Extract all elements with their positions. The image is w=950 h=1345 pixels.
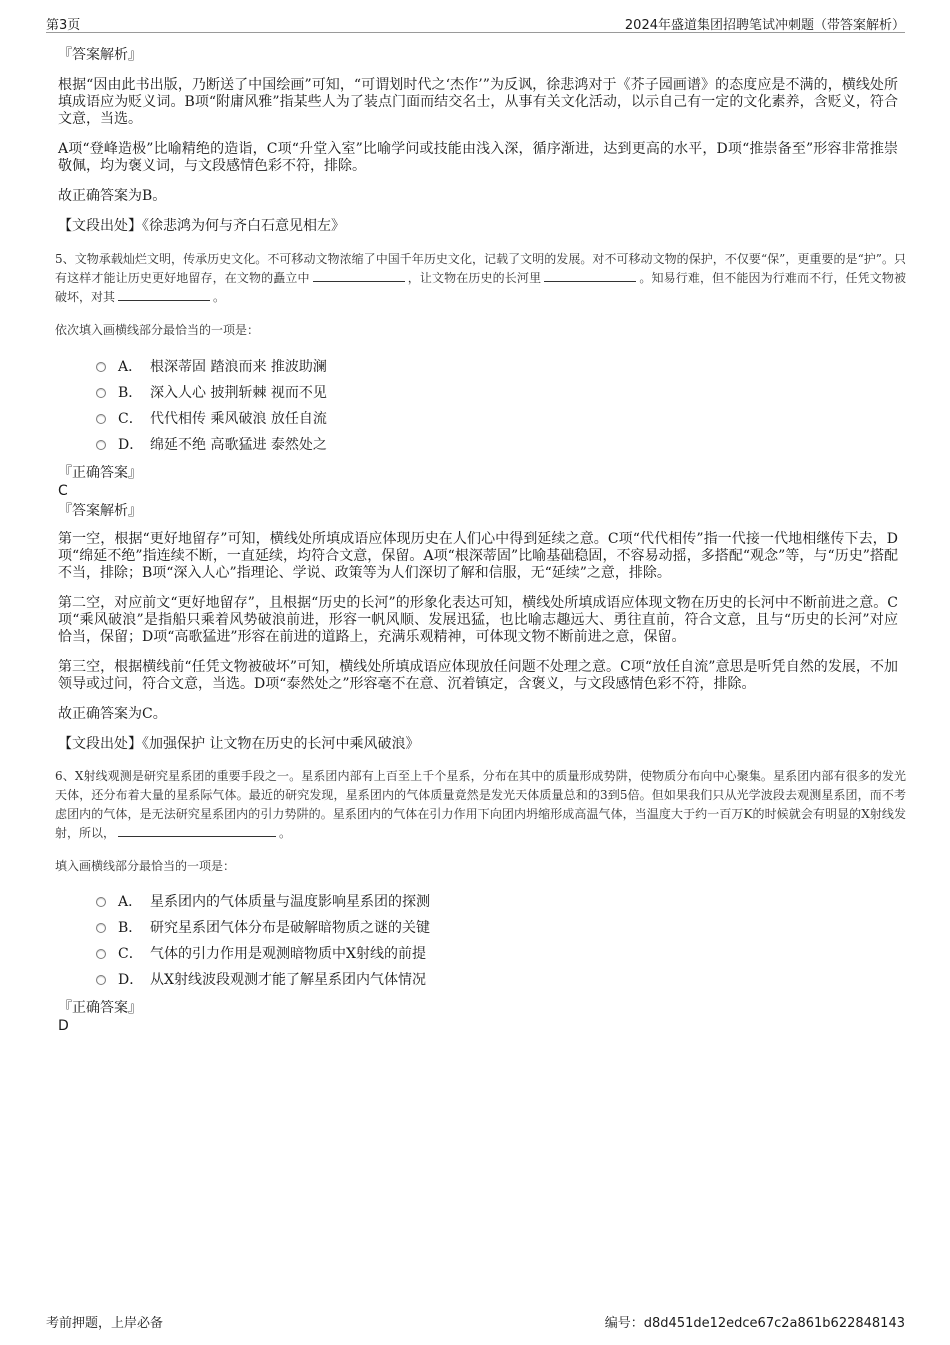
page-header [46, 14, 905, 33]
fill-blank [313, 269, 405, 282]
question-5-options [96, 354, 898, 458]
fill-blank [544, 269, 636, 282]
question-6-options [96, 889, 898, 993]
analysis-paragraph: 第一空，根据“更好地留存”可知，横线处所填成语应体现历史在人们心中得到延续之意。C项“代代相传”指一代接一代地相继传下去，D项“绵延不绝”指连续不断，一直延续，均符合文意，保留。A项“根深蒂固”比喻基础稳固，不容易动摇，多搭配“观念”等，与“历史”搭配不当，排除；B项“深入人心”指理论、学说、政策等为人们深切了解和信服，无“延续”之意，排除。 [58, 531, 898, 581]
correct-answer: C [58, 483, 68, 499]
option-b[interactable]: B． 研究星系团气体分布是破解暗物质之谜的关键 [96, 915, 898, 941]
analysis-paragraph: 根据“因由此书出版，乃断送了中国绘画”可知，“可谓划时代之‘杰作’”为反讽，徐悲鸿对于《芥子园画谱》的态度应是不满的，横线处所填成语应为贬义词。B项“附庸风雅”指某些人为了装点门面而结交名士，从事有关文化活动，以示自己有一定的文化素养，含贬义，符合文意，当选。 [58, 77, 898, 127]
analysis-label: 『答案解析』 [58, 47, 142, 63]
analysis-paragraph: A项“登峰造极”比喻精绝的造诣，C项“升堂入室”比喻学问或技能由浅入深，循序渐进，达到更高的水平，D项“推崇备至”形容非常推崇敬佩，均为褒义词，与文段感情色彩不符，排除。 [58, 141, 898, 174]
page-number: 第3页 [46, 18, 81, 33]
radio-icon[interactable] [96, 362, 106, 372]
question-5-lead: 依次填入画横线部分最恰当的一项是： [55, 323, 260, 337]
document-code: 编号：d8d451de12edce67c2a861b622848143 [604, 1316, 905, 1331]
option-a[interactable]: A． 星系团内的气体质量与温度影响星系团的探测 [96, 889, 898, 915]
footer-slogan: 考前押题，上岸必备 [46, 1316, 164, 1331]
radio-icon[interactable] [96, 414, 106, 424]
question-6-text: 6、X射线观测是研究星系团的重要手段之一。星系团内部有上百至上千个星系，分布在其中的质量形成势阱，使物质分布向中心聚集。星系团内部有很多的发光天体，还分布着大量的星系际气体。最近的研究发现，星系团内的气体质量竟然是发光天体质量总和的3到5倍。但如果我们只从光学波段去观测星系团，而不考虑团内的气体，是无法研究星系团内的引力势阱的。星系团内的气体在引力作用下向团内坍缩形成高温气体，当温度大于约一百万K的时候就会有明显的X射线发射，所以， 。 [55, 769, 906, 840]
radio-icon[interactable] [96, 388, 106, 398]
radio-icon[interactable] [96, 897, 106, 907]
question-6-lead: 填入画横线部分最恰当的一项是： [55, 859, 236, 873]
radio-icon[interactable] [96, 923, 106, 933]
question-5-text: 5、文物承载灿烂文明，传承历史文化。不可移动文物浓缩了中国千年历史文化，记载了文明的发展。对不可移动文物的保护，不仅要“保”，更重要的是“护”。只有这样才能让历史更好地留存，在文物的矗立中 ，让文物在历史的长河里 。知易行难，但不能因为行难而不行，任凭文物被破坏，对其 。 [55, 252, 906, 304]
answer-label: 『正确答案』 [58, 465, 142, 481]
document-title: 2024年盛道集团招聘笔试冲刺题（带答案解析） [624, 18, 905, 33]
page-footer [46, 1312, 905, 1330]
option-d[interactable]: D． 从X射线波段观测才能了解星系团内气体情况 [96, 967, 898, 993]
analysis-paragraph: 故正确答案为B。 [58, 188, 167, 204]
option-a[interactable]: A． 根深蒂固 踏浪而来 推波助澜 [96, 354, 898, 380]
source-citation: 【文段出处】《徐悲鸿为何与齐白石意见相左》 [58, 218, 345, 234]
radio-icon[interactable] [96, 949, 106, 959]
correct-answer: D [58, 1018, 69, 1034]
answer-label: 『正确答案』 [58, 1000, 142, 1016]
page-content [55, 44, 906, 1035]
option-c[interactable]: C． 气体的引力作用是观测暗物质中X射线的前提 [96, 941, 898, 967]
radio-icon[interactable] [96, 975, 106, 985]
option-b[interactable]: B． 深入人心 披荆斩棘 视而不见 [96, 380, 898, 406]
radio-icon[interactable] [96, 440, 106, 450]
analysis-label: 『答案解析』 [58, 503, 142, 519]
source-citation: 【文段出处】《加强保护 让文物在历史的长河中乘风破浪》 [58, 736, 420, 752]
analysis-paragraph: 故正确答案为C。 [58, 706, 167, 722]
fill-blank [118, 824, 276, 837]
option-c[interactable]: C． 代代相传 乘风破浪 放任自流 [96, 406, 898, 432]
option-d[interactable]: D． 绵延不绝 高歌猛进 泰然处之 [96, 432, 898, 458]
fill-blank [118, 288, 210, 301]
analysis-paragraph: 第三空，根据横线前“任凭文物被破坏”可知，横线处所填成语应体现放任问题不处理之意。C项“放任自流”意思是听凭自然的发展，不加领导或过问，符合文意，当选。D项“泰然处之”形容毫不在意、沉着镇定，含褒义，与文段感情色彩不符，排除。 [58, 659, 898, 692]
analysis-paragraph: 第二空，对应前文“更好地留存”，且根据“历史的长河”的形象化表达可知，横线处所填成语应体现文物在历史的长河中不断前进之意。C项“乘风破浪”是指船只乘着风势破浪前进，形容一帆风顺、发展迅猛，也比喻志趣远大、勇往直前，符合文意，且与“历史的长河”对应恰当，保留；D项“高歌猛进”形容在前进的道路上，充满乐观精神，可体现文物不断前进之意，保留。 [58, 595, 898, 645]
